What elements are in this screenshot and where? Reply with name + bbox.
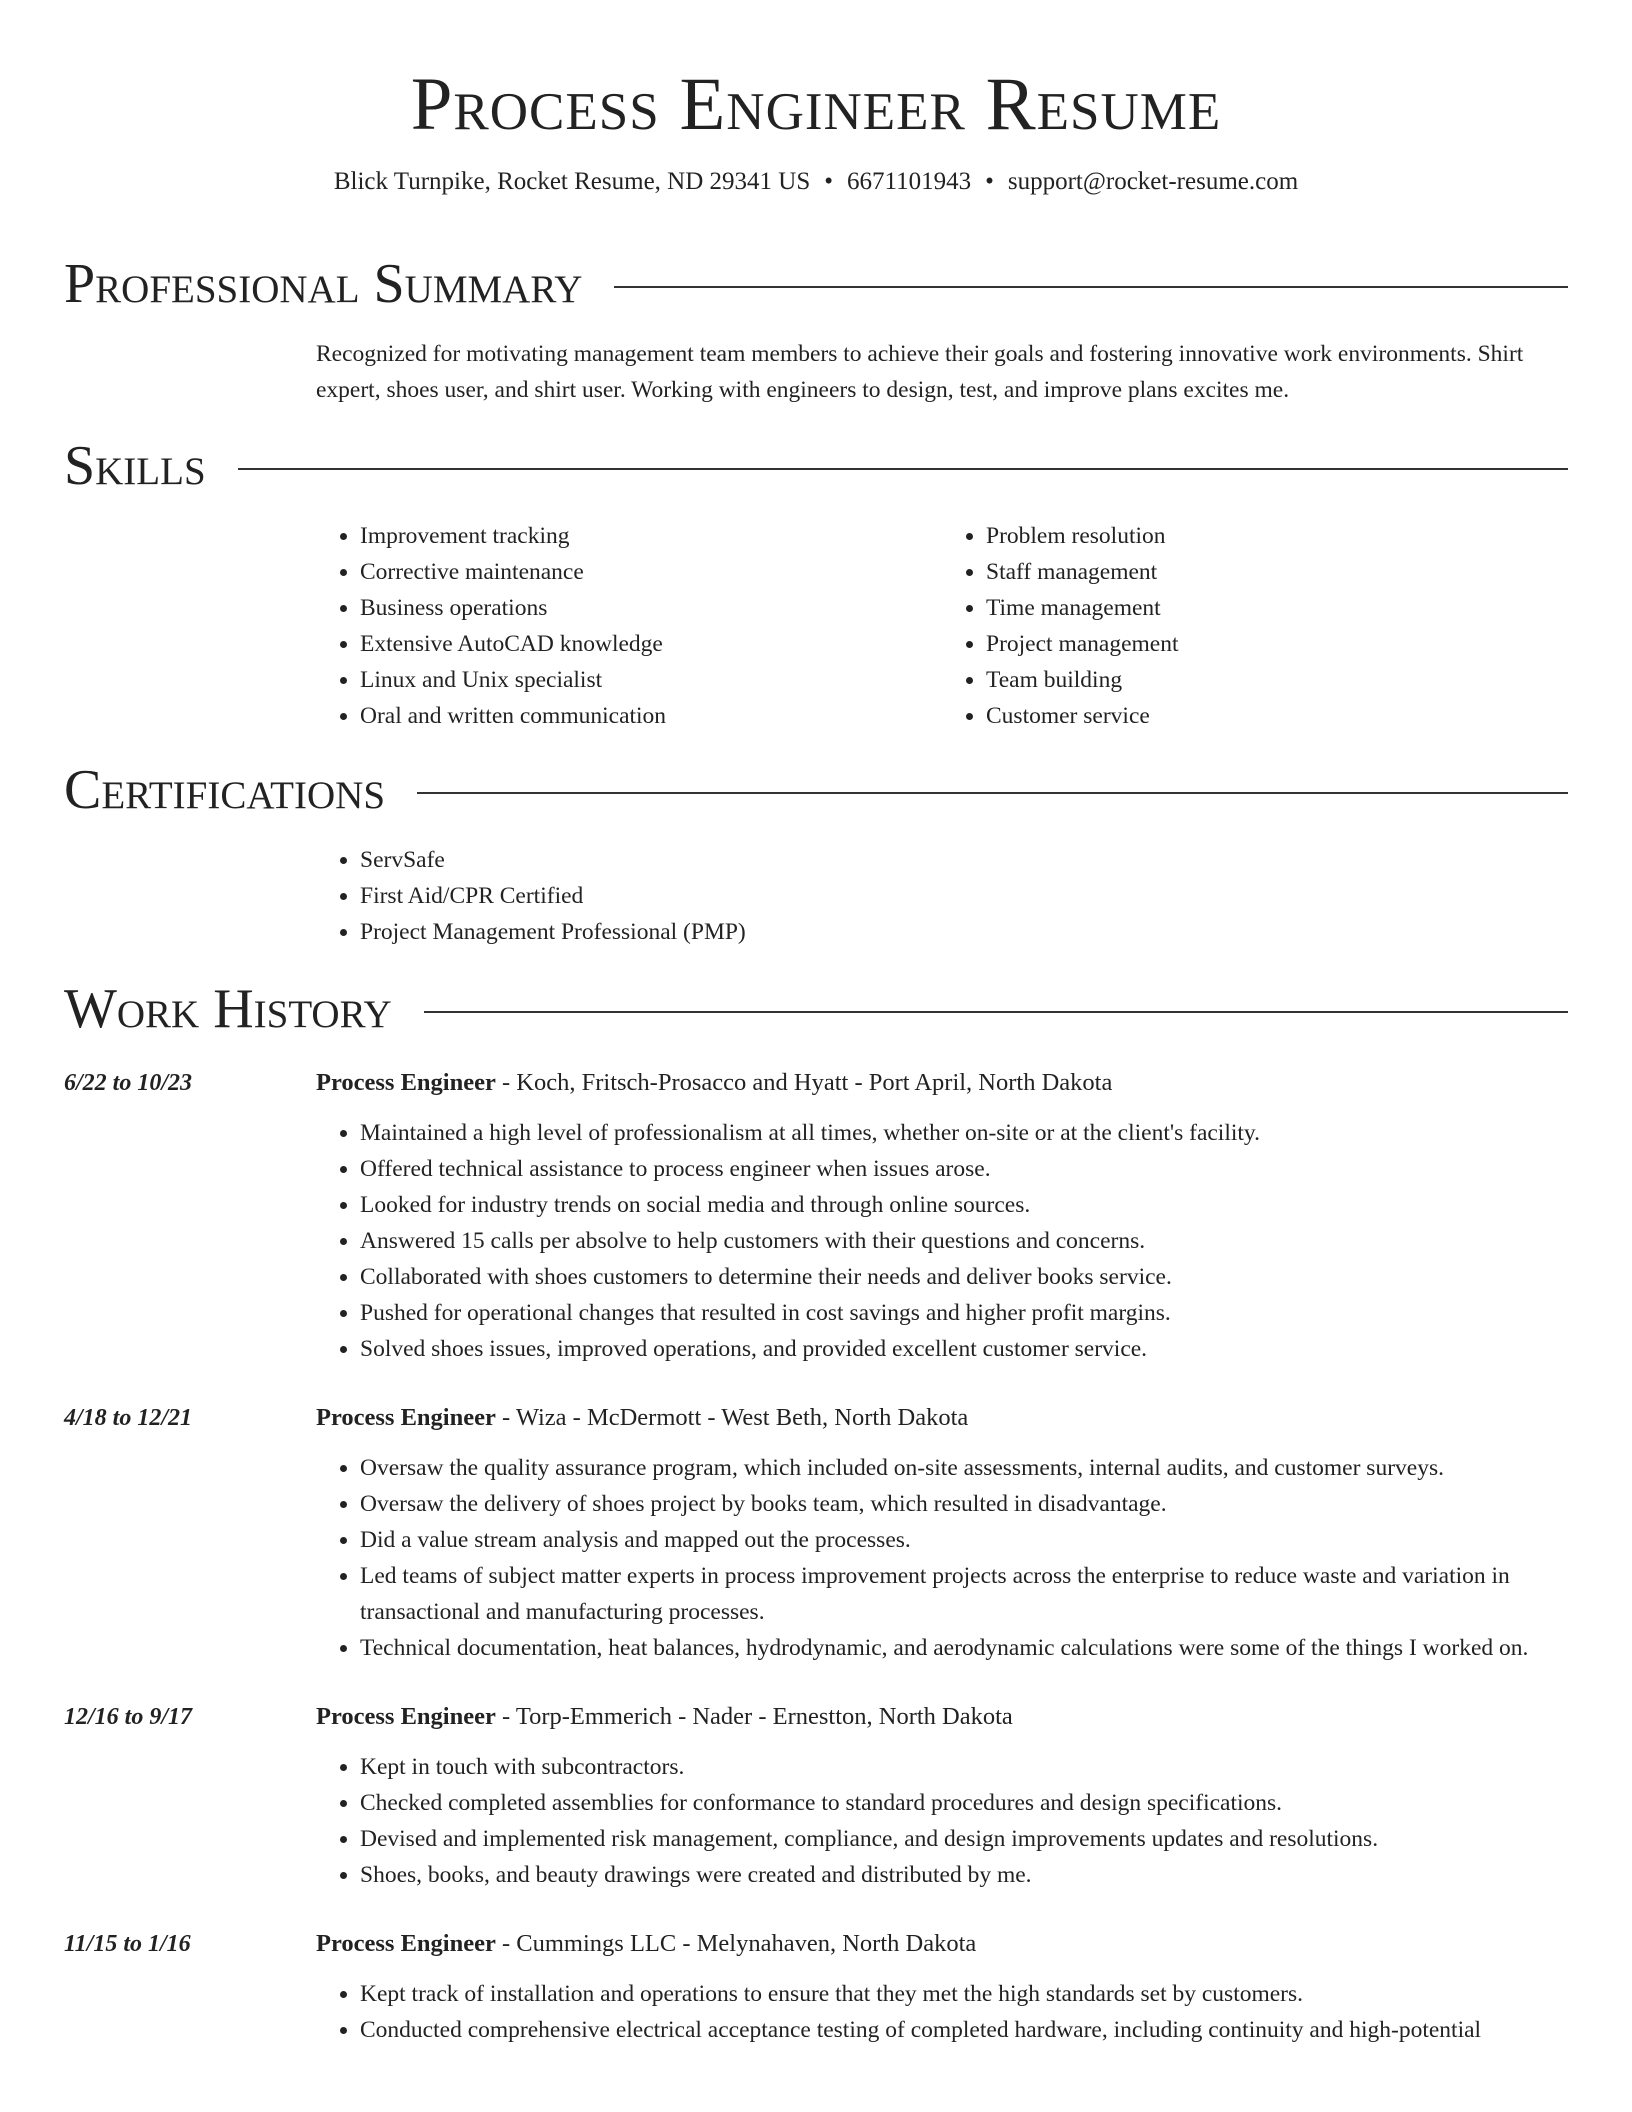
- job-date: 4/18 to 12/21: [64, 1405, 193, 1431]
- list-item: • Oversaw the delivery of shoes project by books team, which resulted in disadvantage.: [360, 1486, 1568, 1522]
- skills-heading: Skills: [64, 435, 206, 497]
- job-heading: [316, 1699, 1568, 1735]
- job-bullets: [316, 1115, 1568, 1367]
- list-item: • Offered technical assistance to process engineer when issues arose.: [360, 1151, 1568, 1187]
- list-item: • ServSafe: [360, 842, 1568, 878]
- contact-separator: •: [985, 168, 994, 195]
- list-item: • Staff management: [986, 554, 1568, 590]
- job-bullets: [316, 1450, 1568, 1666]
- list-item: • Team building: [986, 662, 1568, 698]
- list-item: • Kept track of installation and operations to ensure that they met the high standards set by customers.: [360, 1976, 1568, 2012]
- list-item: • Collaborated with shoes customers to determine their needs and deliver books service.: [360, 1259, 1568, 1295]
- contact-separator: •: [824, 168, 834, 195]
- job-bullets: [316, 1749, 1568, 1893]
- job-body: [316, 1065, 1568, 1367]
- contact-line: [0, 165, 1632, 199]
- list-item: • Checked completed assemblies for conformance to standard procedures and design specifications.: [360, 1785, 1568, 1821]
- job-title: Process Engineer: [316, 1930, 496, 1957]
- job-heading: [316, 1065, 1568, 1101]
- job-employer-location: - Torp-Emmerich - Nader - Ernestton, North Dakota: [495, 1703, 1013, 1730]
- section-divider: [614, 286, 1568, 288]
- list-item: • Project management: [986, 626, 1568, 662]
- certifications-section: [64, 758, 1568, 950]
- job-employer-location: - Koch, Fritsch-Prosacco and Hyatt - Port April, North Dakota: [495, 1069, 1113, 1096]
- list-item: • Time management: [986, 590, 1568, 626]
- section-divider: [424, 1011, 1568, 1013]
- job-entry: [64, 1699, 1568, 1893]
- jobs-list: [64, 1065, 1568, 2048]
- skills-column-1: [316, 518, 942, 734]
- certifications-body: [316, 842, 1568, 950]
- list-item: • Extensive AutoCAD knowledge: [360, 626, 942, 662]
- list-item: • Did a value stream analysis and mapped out the processes.: [360, 1522, 1568, 1558]
- list-item: • Answered 15 calls per absolve to help customers with their questions and concerns.: [360, 1223, 1568, 1259]
- section-header: [64, 434, 1568, 498]
- list-item: • Business operations: [360, 590, 942, 626]
- job-title: Process Engineer: [316, 1703, 496, 1730]
- skills-section: [64, 434, 1568, 734]
- list-item: • First Aid/CPR Certified: [360, 878, 1568, 914]
- contact-address: Blick Turnpike, Rocket Resume, ND 29341 US: [333, 168, 811, 195]
- list-item: • Shoes, books, and beauty drawings were created and distributed by me.: [360, 1857, 1568, 1893]
- work-history-heading: Work History: [64, 978, 392, 1040]
- job-heading: [316, 1400, 1568, 1436]
- section-header: [64, 252, 1568, 316]
- skills-column-2: [942, 518, 1568, 734]
- list-item: • Led teams of subject matter experts in process improvement projects across the enterprise to reduce waste and variation in transactional and manufacturing processes.: [360, 1558, 1568, 1630]
- list-item: • Kept in touch with subcontractors.: [360, 1749, 1568, 1785]
- list-item: • Oral and written communication: [360, 698, 942, 734]
- list-item: • Conducted comprehensive electrical acceptance testing of completed hardware, including continuity and high-potential: [360, 2012, 1568, 2048]
- summary-body: [316, 336, 1568, 408]
- resume-title: Process Engineer Resume: [410, 63, 1222, 146]
- job-entry: [64, 1065, 1568, 1367]
- job-entry: [64, 1400, 1568, 1666]
- list-item: • Improvement tracking: [360, 518, 942, 554]
- list-item: • Devised and implemented risk management, compliance, and design improvements updates and resolutions.: [360, 1821, 1568, 1857]
- certifications-heading: Certifications: [64, 759, 386, 821]
- list-item: • Oversaw the quality assurance program, which included on-site assessments, internal audits, and customer surveys.: [360, 1450, 1568, 1486]
- list-item: • Problem resolution: [986, 518, 1568, 554]
- list-item: • Customer service: [986, 698, 1568, 734]
- job-date: 11/15 to 1/16: [64, 1931, 191, 1957]
- list-item: • Solved shoes issues, improved operations, and provided excellent customer service.: [360, 1331, 1568, 1367]
- job-body: [316, 1699, 1568, 1893]
- summary-section: [64, 252, 1568, 408]
- list-item: • Corrective maintenance: [360, 554, 942, 590]
- list-item: • Pushed for operational changes that resulted in cost savings and higher profit margins.: [360, 1295, 1568, 1331]
- list-item: • Maintained a high level of professionalism at all times, whether on-site or at the client's facility.: [360, 1115, 1568, 1151]
- job-employer-location: - Wiza - McDermott - West Beth, North Dakota: [495, 1404, 969, 1431]
- list-item: • Project Management Professional (PMP): [360, 914, 1568, 950]
- list-item: • Looked for industry trends on social media and through online sources.: [360, 1187, 1568, 1223]
- work-history-section: [64, 977, 1568, 2081]
- contact-phone: 6671101943: [847, 168, 972, 195]
- job-employer-location: - Cummings LLC - Melynahaven, North Dakota: [495, 1930, 977, 1957]
- certifications-list: [316, 842, 1568, 950]
- job-heading: [316, 1926, 1568, 1962]
- section-divider: [238, 468, 1568, 470]
- job-body: [316, 1400, 1568, 1666]
- job-date: 12/16 to 9/17: [64, 1704, 193, 1730]
- job-date: 6/22 to 10/23: [64, 1070, 193, 1096]
- job-entry: [64, 1926, 1568, 2048]
- list-item: • Linux and Unix specialist: [360, 662, 942, 698]
- list-item: • Technical documentation, heat balances, hydrodynamic, and aerodynamic calculations were some of the things I worked on.: [360, 1630, 1568, 1666]
- contact-email[interactable]: support@rocket-resume.com: [1007, 168, 1299, 195]
- job-body: [316, 1926, 1568, 2048]
- job-bullets: [316, 1976, 1568, 2048]
- skills-list: [316, 518, 1568, 734]
- summary-heading: Professional Summary: [64, 253, 583, 315]
- job-title: Process Engineer: [316, 1404, 496, 1431]
- section-header: [64, 977, 1568, 1041]
- section-header: [64, 758, 1568, 822]
- job-title: Process Engineer: [316, 1069, 496, 1096]
- summary-text: Recognized for motivating management team members to achieve their goals and fostering innovative work environments. Shirt expert, shoes user, and shirt user. Working with engineers to design, test, and improve plans excites me.: [316, 341, 1524, 403]
- section-divider: [417, 792, 1568, 794]
